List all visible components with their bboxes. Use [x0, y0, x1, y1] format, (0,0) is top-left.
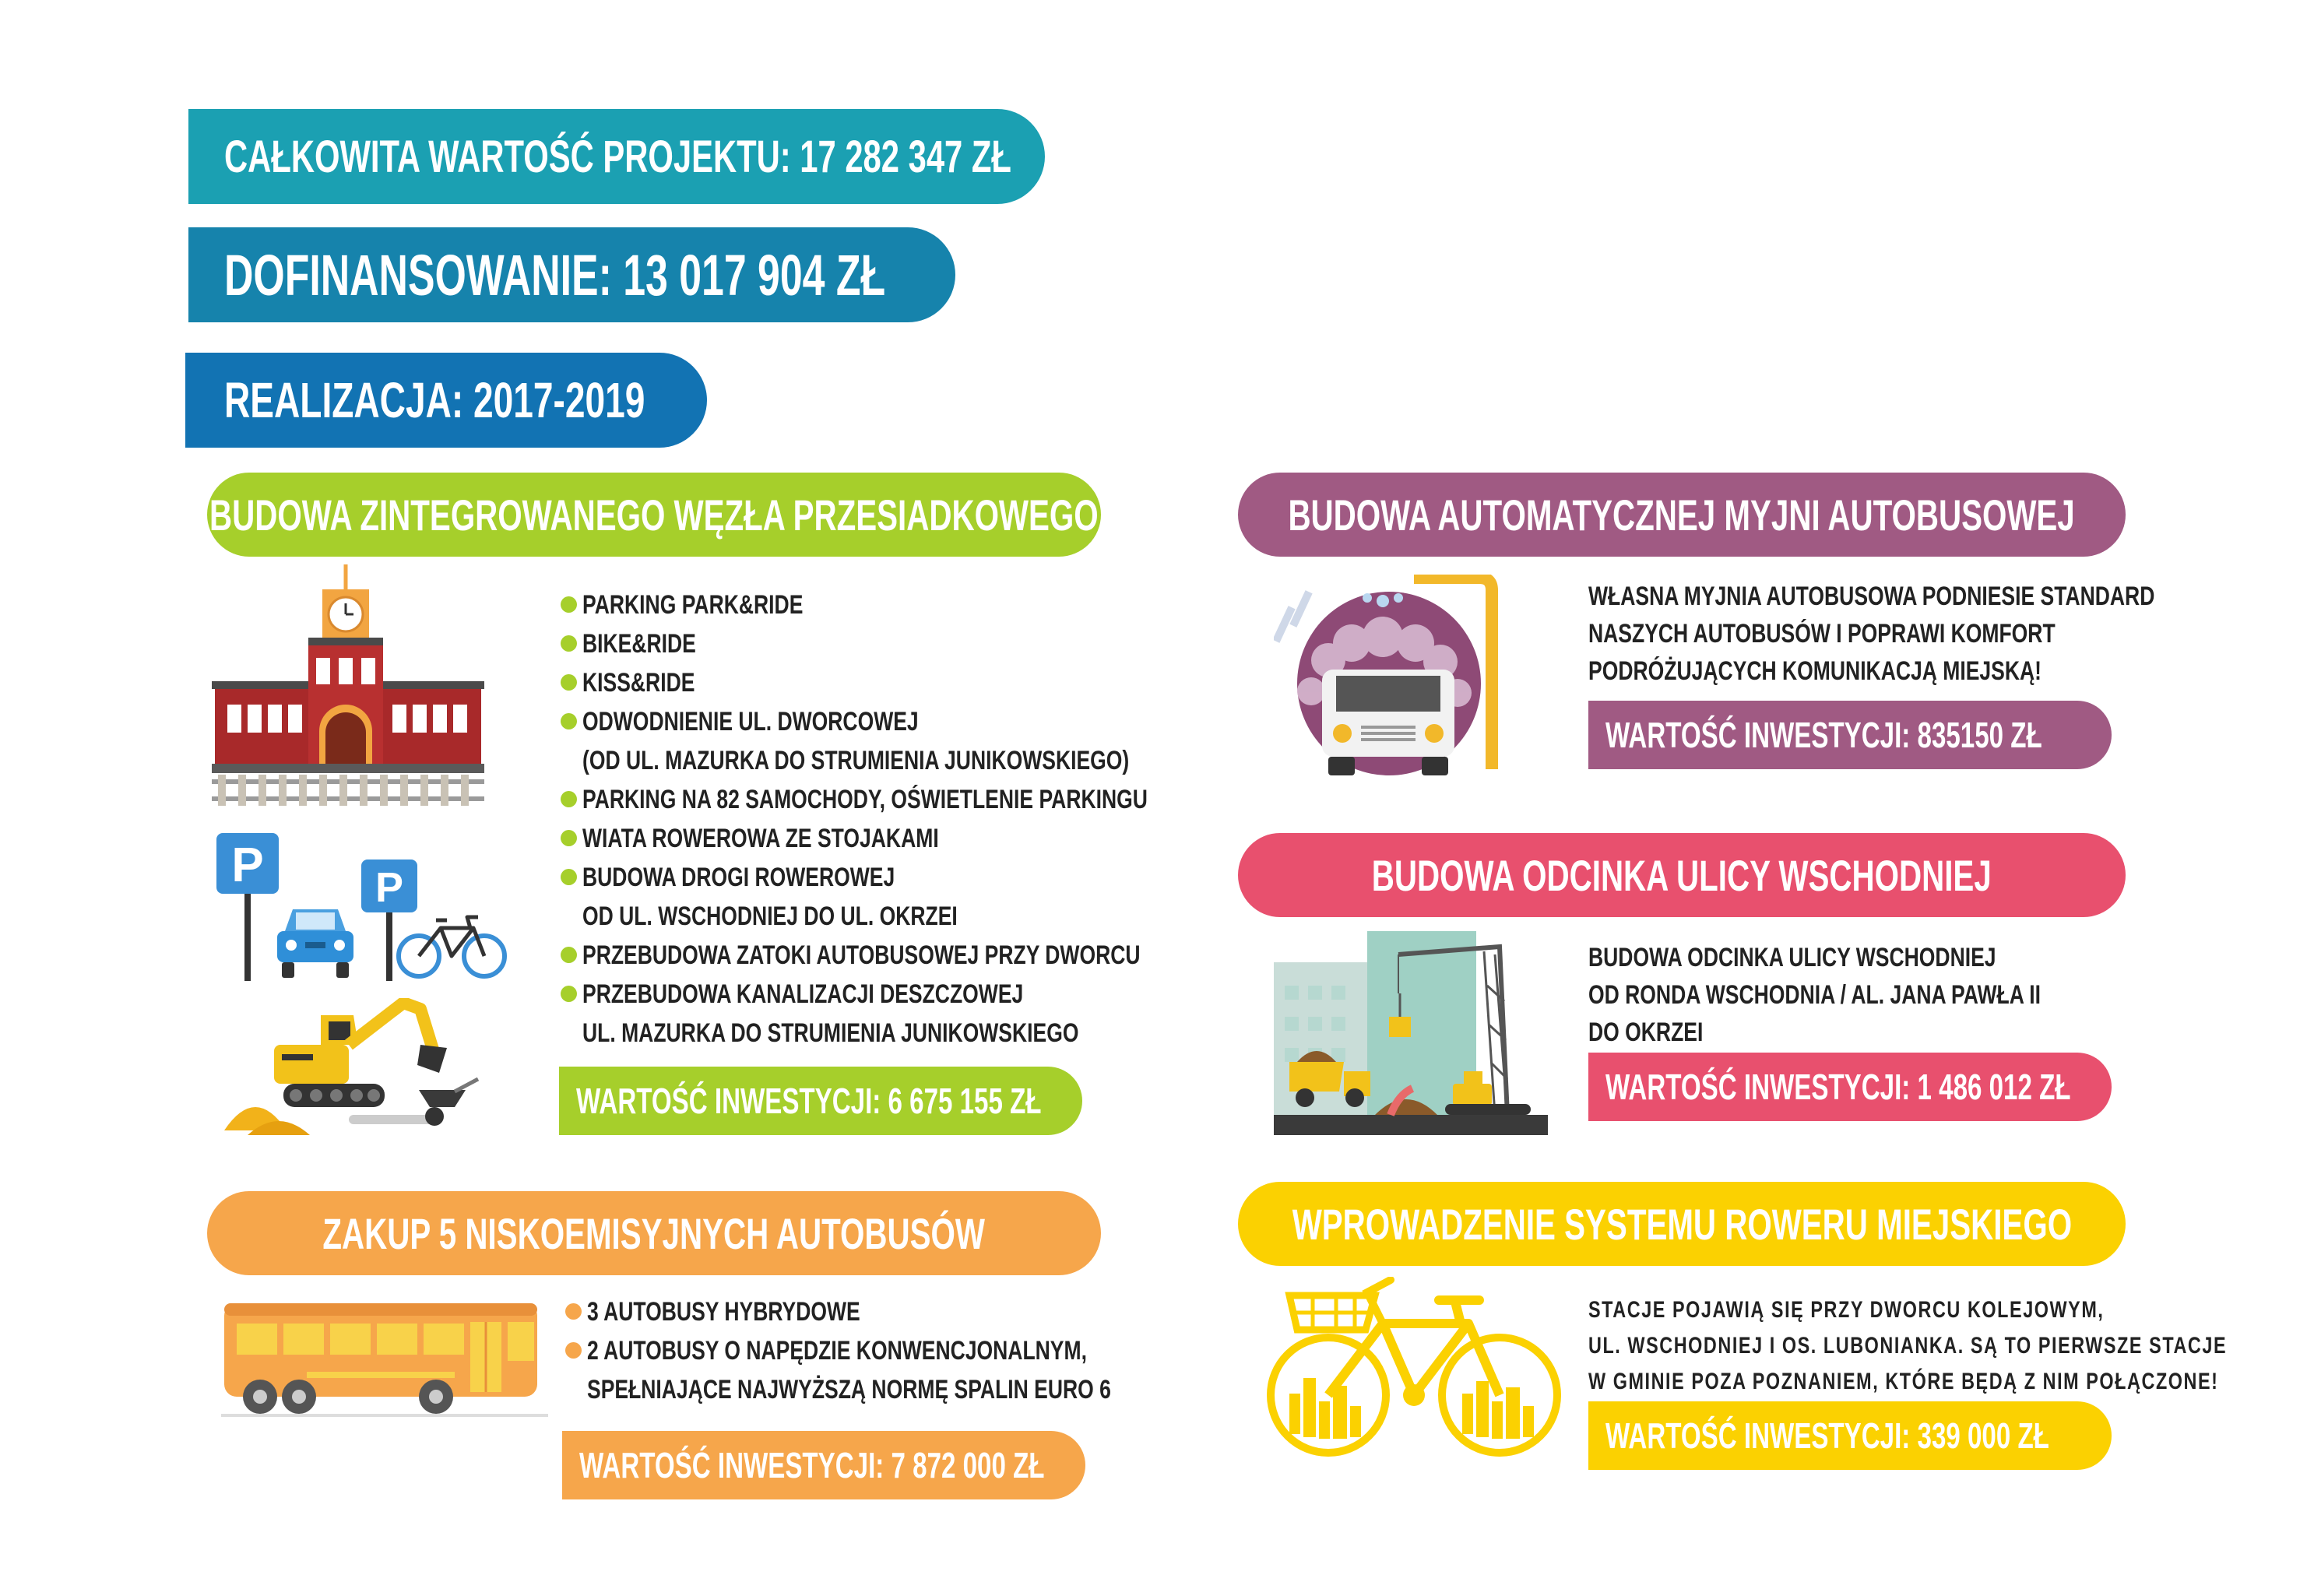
list-item: 3 AUTOBUSY HYBRYDOWE: [565, 1292, 1259, 1331]
list-item: (OD UL. MAZURKA DO STRUMIENIA JUNIKOWSKIEGO): [582, 746, 1130, 775]
list-item: SPEŁNIAJĄCE NAJWYŻSZĄ NORMĘ SPALIN EURO 6: [587, 1375, 1111, 1404]
period-label: REALIZACJA: 2017-2019: [224, 372, 645, 428]
section-wash-value: WARTOŚĆ INWESTYCJI: 835150 ZŁ: [1605, 715, 2042, 755]
total-value-label: CAŁKOWITA WARTOŚĆ PROJEKTU: 17 282 347 ZŁ: [224, 131, 1011, 182]
section-wash-title: BUDOWA AUTOMATYCZNEJ MYJNI AUTOBUSOWEJ: [1288, 490, 2076, 540]
cofinancing-label: DOFINANSOWANIE: 13 017 904 ZŁ: [224, 242, 886, 308]
bus-wash-icon: [1274, 575, 1509, 779]
city-bike-icon: [1266, 1277, 1562, 1457]
section-street-title-bar: [1238, 833, 2126, 917]
section-hub-value-badge: [559, 1067, 1082, 1135]
list-item: BUDOWA DROGI ROWEROWEJ: [561, 858, 1307, 897]
section-buses-title-bar: [207, 1191, 1101, 1275]
section-street-value-badge: [1588, 1053, 2112, 1121]
parking-letter: P: [375, 864, 404, 911]
bus-icon: [221, 1300, 548, 1418]
section-hub-title: BUDOWA ZINTEGROWANEGO WĘZŁA PRZESIADKOWEGO: [209, 490, 1099, 540]
parking-letter: P: [231, 838, 264, 892]
train-station-icon: [212, 564, 484, 807]
section-wash-title-bar: [1238, 473, 2126, 557]
section-wash-desc: [1588, 578, 2300, 690]
desc-line: STACJE POJAWIĄ SIĘ PRZY DWORCU KOLEJOWYM,: [1588, 1297, 2105, 1323]
section-buses-value: WARTOŚĆ INWESTYCJI: 7 872 000 ZŁ: [579, 1445, 1045, 1485]
section-wash-value-badge: [1588, 701, 2112, 769]
section-buses-value-badge: [562, 1431, 1085, 1499]
desc-line: OD RONDA WSCHODNIA / AL. JANA PAWŁA II: [1588, 980, 2041, 1010]
list-item: 2 AUTOBUSY O NAPĘDZIE KONWENCJONALNYM,: [565, 1331, 1259, 1370]
list-item: ODWODNIENIE UL. DWORCOWEJ: [561, 702, 1307, 741]
list-item: PRZEBUDOWA ZATOKI AUTOBUSOWEJ PRZY DWORCU: [561, 936, 1307, 975]
cofinancing-banner: [188, 227, 955, 322]
section-bike-title-bar: [1238, 1182, 2126, 1266]
section-street-value: WARTOŚĆ INWESTYCJI: 1 486 012 ZŁ: [1605, 1067, 2071, 1107]
total-value-banner: [188, 109, 1045, 204]
section-bike-title: WPROWADZENIE SYSTEMU ROWERU MIEJSKIEGO: [1292, 1199, 2072, 1249]
construction-site-icon: [1274, 931, 1548, 1135]
desc-line: UL. WSCHODNIEJ I OS. LUBONIANKA. SĄ TO PIERWSZE STACJE: [1588, 1333, 2228, 1359]
list-item: OD UL. WSCHODNIEJ DO UL. OKRZEI: [582, 902, 958, 931]
list-item: UL. MAZURKA DO STRUMIENIA JUNIKOWSKIEGO: [582, 1018, 1079, 1048]
desc-line: NASZYCH AUTOBUSÓW I POPRAWI KOMFORT: [1588, 619, 2056, 649]
list-item: PRZEBUDOWA KANALIZACJI DESZCZOWEJ: [561, 975, 1307, 1014]
list-item: PARKING PARK&RIDE: [561, 585, 1307, 624]
section-bike-value: WARTOŚĆ INWESTYCJI: 339 000 ZŁ: [1605, 1415, 2049, 1456]
desc-line: WŁASNA MYJNIA AUTOBUSOWA PODNIESIE STANDARD: [1588, 582, 2155, 611]
bicycle-icon: [396, 912, 508, 979]
excavator-icon: [224, 998, 481, 1138]
list-item: PARKING NA 82 SAMOCHODY, OŚWIETLENIE PARKINGU: [561, 780, 1307, 819]
section-hub-list: [561, 585, 1307, 1053]
desc-line: PODRÓŻUJĄCYCH KOMUNIKACJĄ MIEJSKĄ!: [1588, 656, 2042, 686]
section-hub-title-bar: [207, 473, 1101, 557]
list-item: BIKE&RIDE: [561, 624, 1307, 663]
desc-line: DO OKRZEI: [1588, 1018, 1704, 1047]
desc-line: BUDOWA ODCINKA ULICY WSCHODNIEJ: [1588, 943, 1996, 972]
section-buses-list: [565, 1292, 1259, 1409]
period-banner: [185, 353, 707, 448]
section-bike-value-badge: [1588, 1401, 2112, 1470]
car-icon: [274, 903, 357, 981]
section-street-title: BUDOWA ODCINKA ULICY WSCHODNIEJ: [1372, 850, 1992, 900]
desc-line: W GMINIE POZA POZNANIEM, KTÓRE BĘDĄ Z NIM POŁĄCZONE!: [1588, 1369, 2219, 1394]
list-item: KISS&RIDE: [561, 663, 1307, 702]
section-bike-desc: [1588, 1292, 2300, 1400]
section-hub-value: WARTOŚĆ INWESTYCJI: 6 675 155 ZŁ: [576, 1081, 1042, 1121]
list-item: WIATA ROWEROWA ZE STOJAKAMI: [561, 819, 1307, 858]
section-buses-title: ZAKUP 5 NISKOEMISYJNYCH AUTOBUSÓW: [322, 1208, 986, 1258]
section-street-desc: [1588, 939, 2168, 1051]
